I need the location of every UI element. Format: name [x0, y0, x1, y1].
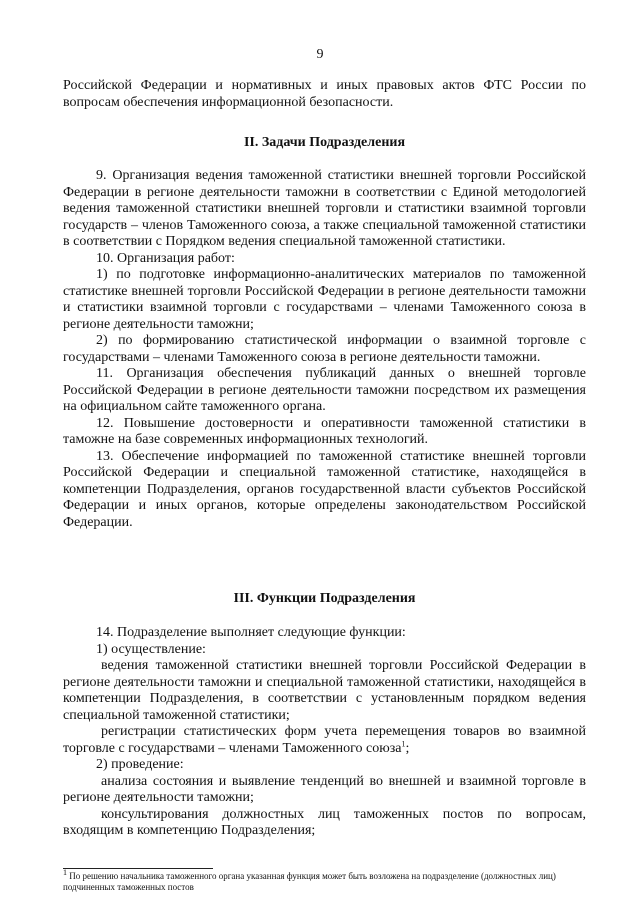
paragraph-11: 11. Организация обеспечения публикаций данных о внешней торговле Российской Федерации в регионе деятельности таможни посредством их размещения на официальном сайте таможенного органа. — [63, 366, 586, 414]
paragraph-12: 12. Повышение достоверности и оперативности таможенной статистики в таможне на базе современных информационных технологий. — [63, 415, 586, 447]
paragraph-14-1b — [63, 724, 586, 757]
footnote-mark: 1 — [63, 868, 67, 877]
section-3-heading: III. Функции Подразделения — [233, 591, 416, 606]
section-2 — [63, 135, 586, 152]
paragraph-14-1b-text: регистрации статистических форм учета перемещения товаров во взаимной торговле с государствами – членами Таможенного союза — [63, 724, 586, 756]
paragraph-14-1b-end: ; — [405, 740, 410, 756]
intro-block — [63, 78, 586, 111]
paragraph-10-1: 1) по подготовке информационно-аналитических материалов по таможенной статистике внешней торговли Российской Федерации в регионе деятельности таможни и статистики взаимной торговли с государствами – членами Таможенного союза в регионе деятельности таможни; — [63, 267, 586, 332]
paragraph-14-1a: ведения таможенной статистики внешней торговли Российской Федерации в регионе деятельности таможни и специальной таможенной статистики, находящейся в компетенции Подразделения, в соответствии с установленным порядком ведения специальной таможенной статистики; — [63, 658, 586, 723]
section-2-body — [63, 168, 586, 531]
section-3-body — [63, 625, 586, 840]
footnote — [63, 868, 586, 893]
paragraph-13: 13. Обеспечение информацией по таможенной статистике внешней торговли Российской Федерации и специальной таможенной статистике, находящейся в компетенции Подразделения, органов государственной власти субъектов Российской Федерации и иных органов, которые определены законодательством Российской Федерации. — [63, 448, 586, 530]
intro-paragraph: Российской Федерации и нормативных и иных правовых актов ФТС России по вопросам обеспечения информационной безопасности. — [63, 78, 586, 110]
section-3 — [63, 591, 586, 608]
paragraph-10-2: 2) по формированию статистической информации о взаимной торговле с государствами – членами Таможенного союза в регионе деятельности таможни. — [63, 333, 586, 365]
paragraph-14-2a: анализа состояния и выявление тенденций во внешней и взаимной торговле в регионе деятельности таможни; — [63, 773, 586, 805]
section-2-heading: II. Задачи Подразделения — [243, 135, 406, 150]
page-number: 9 — [316, 47, 324, 62]
footnote-divider — [63, 868, 213, 869]
paragraph-10: 10. Организация работ: — [96, 250, 235, 266]
paragraph-14-1: 1) осуществление: — [96, 641, 206, 657]
paragraph-14: 14. Подразделение выполняет следующие функции: — [96, 625, 406, 640]
paragraph-14-2: 2) проведение: — [96, 757, 184, 772]
footnote-text: По решению начальника таможенного органа указанная функция может быть возложена на подразделение (должностных лиц) подчиненных таможенных постов — [63, 871, 556, 892]
paragraph-14-2b: консультирования должностных лиц таможенных постов по вопросам, входящим в компетенцию Подразделения; — [63, 806, 586, 838]
footnote-ref[interactable]: 1 — [401, 738, 406, 748]
paragraph-9: 9. Организация ведения таможенной статистики внешней торговли Российской Федерации в регионе деятельности таможни в соответствии с Единой методологией ведения таможенной статистики внешней торговли и статистики взаимной торговли государств – членов Таможенного союза, а также специальной таможенной статистики в соответствии с Порядком ведения специальной таможенной статистики. — [63, 168, 586, 249]
